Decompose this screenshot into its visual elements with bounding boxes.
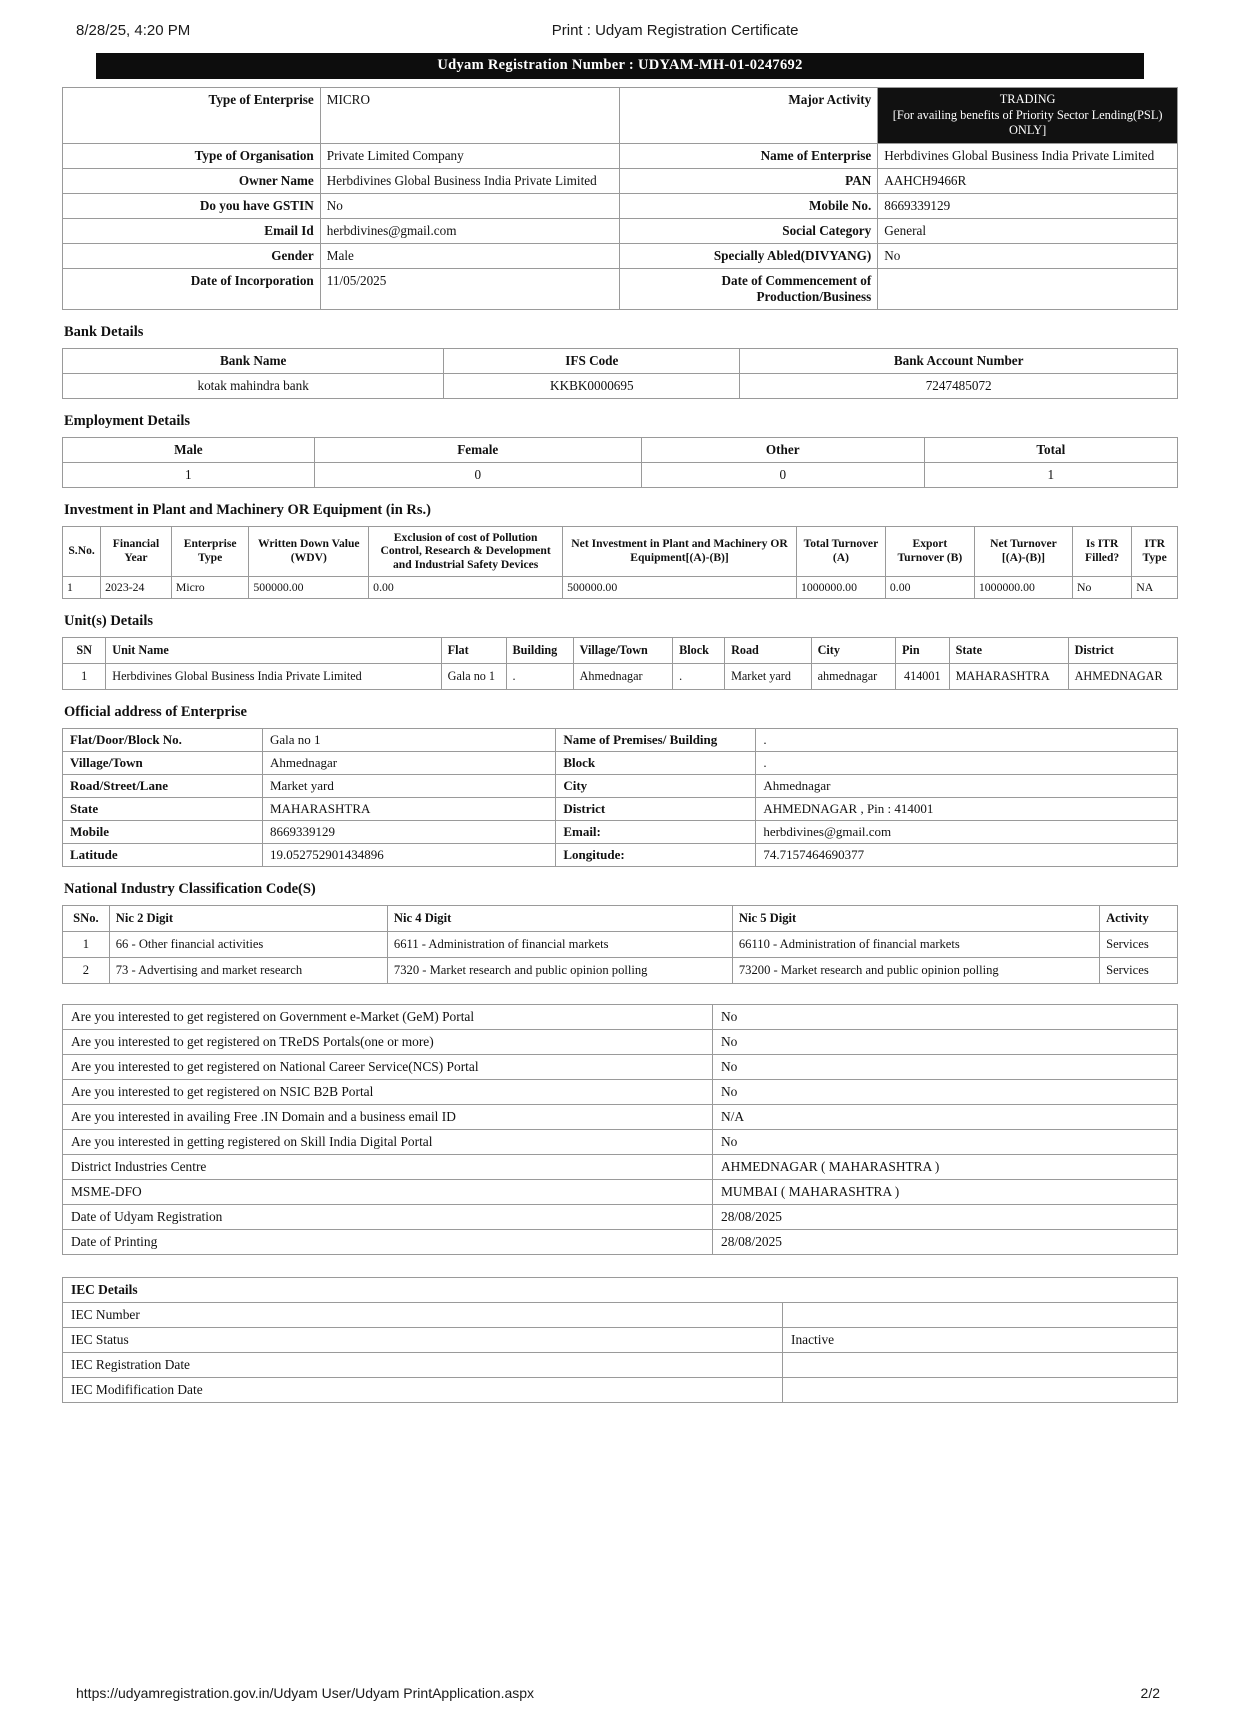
address-row (63, 751, 1178, 774)
employment-cell: 1 (63, 462, 315, 487)
employment-details-table (62, 437, 1178, 488)
main-details-table (62, 87, 1178, 310)
detail-label: Date of Incorporation (63, 268, 321, 309)
unit-column-header: Unit Name (106, 637, 441, 663)
address-label: Mobile (63, 820, 263, 843)
employment-cell: 0 (641, 462, 924, 487)
unit-cell: Gala no 1 (441, 663, 506, 689)
nic-cell: Services (1100, 931, 1178, 957)
question-row (63, 1054, 1178, 1079)
address-value: MAHARASHTRA (263, 797, 556, 820)
detail-label: Gender (63, 243, 321, 268)
employment-column-header: Female (314, 437, 641, 462)
question-row (63, 1154, 1178, 1179)
iec-row (63, 1377, 1178, 1402)
investment-cell: No (1072, 576, 1131, 598)
unit-column-header: Road (725, 637, 812, 663)
address-row (63, 774, 1178, 797)
nic-codes-heading: National Industry Classification Code(S) (64, 880, 316, 897)
iec-value (783, 1352, 1178, 1377)
unit-column-header: City (811, 637, 895, 663)
question-row (63, 1129, 1178, 1154)
address-value: 74.7157464690377 (756, 843, 1178, 866)
iec-row (63, 1302, 1178, 1327)
address-label: State (63, 797, 263, 820)
nic-cell: 7320 - Market research and public opinion polling (387, 957, 732, 983)
investment-column-header: Net Turnover [(A)-(B)] (974, 526, 1072, 576)
question-answer: No (713, 1129, 1178, 1154)
print-title: Print : Udyam Registration Certificate (551, 22, 799, 39)
investment-cell: 1 (63, 576, 101, 598)
employment-column-header: Male (63, 437, 315, 462)
detail-value: 8669339129 (878, 193, 1178, 218)
address-label: Longitude: (556, 843, 756, 866)
question-row (63, 1179, 1178, 1204)
address-label: Flat/Door/Block No. (63, 728, 263, 751)
bank-cell: kotak mahindra bank (63, 373, 444, 398)
detail-value: No (878, 243, 1178, 268)
employment-column-header: Other (641, 437, 924, 462)
address-row (63, 843, 1178, 866)
question-answer: MUMBAI ( MAHARASHTRA ) (713, 1179, 1178, 1204)
investment-heading: Investment in Plant and Machinery OR Equipment (in Rs.) (64, 501, 431, 518)
unit-column-header: Block (673, 637, 725, 663)
unit-details-row (63, 663, 1178, 689)
unit-column-header: District (1068, 637, 1177, 663)
question-row (63, 1029, 1178, 1054)
print-timestamp: 8/28/25, 4:20 PM (76, 22, 191, 39)
unit-cell: MAHARASHTRA (949, 663, 1068, 689)
question-row (63, 1204, 1178, 1229)
iec-row (63, 1352, 1178, 1377)
iec-value: Inactive (783, 1327, 1178, 1352)
investment-cell: 1000000.00 (796, 576, 885, 598)
investment-row (63, 576, 1178, 598)
address-value: Ahmednagar (263, 751, 556, 774)
nic-cell: 6611 - Administration of financial markets (387, 931, 732, 957)
investment-cell: 0.00 (885, 576, 974, 598)
question-row (63, 1079, 1178, 1104)
nic-cell: 1 (63, 931, 110, 957)
detail-label: Type of Enterprise (63, 88, 321, 144)
address-value: herbdivines@gmail.com (756, 820, 1178, 843)
iec-value (783, 1302, 1178, 1327)
investment-cell: 500000.00 (563, 576, 797, 598)
unit-cell: 1 (63, 663, 106, 689)
address-value: Ahmednagar (756, 774, 1178, 797)
nic-column-header: Nic 5 Digit (732, 905, 1099, 931)
question-answer: 28/08/2025 (713, 1204, 1178, 1229)
question-label: Are you interested to get registered on TReDS Portals(one or more) (63, 1029, 713, 1054)
detail-value: AAHCH9466R (878, 168, 1178, 193)
investment-table (62, 526, 1178, 599)
question-row (63, 1229, 1178, 1254)
question-answer: No (713, 1079, 1178, 1104)
address-value: Market yard (263, 774, 556, 797)
main-details-row (63, 193, 1178, 218)
iec-value (783, 1377, 1178, 1402)
unit-cell: . (673, 663, 725, 689)
bank-details-table (62, 348, 1178, 399)
address-label: Block (556, 751, 756, 774)
question-label: Date of Printing (63, 1229, 713, 1254)
bank-column-header: Bank Name (63, 348, 444, 373)
print-header-wrapper (62, 22, 1178, 39)
detail-value: Herbdivines Global Business India Private Limited (878, 143, 1178, 168)
nic-column-header: Nic 4 Digit (387, 905, 732, 931)
investment-column-header: Total Turnover (A) (796, 526, 885, 576)
address-value: . (756, 728, 1178, 751)
bank-details-heading: Bank Details (64, 323, 144, 340)
interest-questions-table (62, 1004, 1178, 1255)
unit-column-header: State (949, 637, 1068, 663)
unit-details-heading: Unit(s) Details (64, 612, 154, 629)
nic-cell: 73 - Advertising and market research (109, 957, 387, 983)
investment-cell: 0.00 (369, 576, 563, 598)
detail-label: Do you have GSTIN (63, 193, 321, 218)
employment-cell: 0 (314, 462, 641, 487)
detail-value: 11/05/2025 (320, 268, 620, 309)
bank-column-header: IFS Code (444, 348, 740, 373)
detail-label: Social Category (620, 218, 878, 243)
print-footer-page: 2/2 (1140, 1685, 1160, 1701)
investment-column-header: Net Investment in Plant and Machinery OR Equipment[(A)-(B)] (563, 526, 797, 576)
investment-column-header: Export Turnover (B) (885, 526, 974, 576)
question-answer: AHMEDNAGAR ( MAHARASHTRA ) (713, 1154, 1178, 1179)
unit-column-header: Flat (441, 637, 506, 663)
unit-cell: 414001 (895, 663, 949, 689)
investment-cell: 2023-24 (101, 576, 172, 598)
nic-cell: 73200 - Market research and public opinion polling (732, 957, 1099, 983)
address-label: Latitude (63, 843, 263, 866)
bank-column-header: Bank Account Number (740, 348, 1178, 373)
unit-column-header: Village/Town (573, 637, 673, 663)
investment-cell: 500000.00 (249, 576, 369, 598)
detail-value: TRADING [For availing benefits of Priority Sector Lending(PSL) ONLY] (878, 88, 1178, 144)
nic-cell: Services (1100, 957, 1178, 983)
nic-row (63, 931, 1178, 957)
address-label: Road/Street/Lane (63, 774, 263, 797)
question-label: MSME-DFO (63, 1179, 713, 1204)
address-value: . (756, 751, 1178, 774)
iec-label: IEC Status (63, 1327, 783, 1352)
main-details-row (63, 88, 1178, 144)
employment-row (63, 462, 1178, 487)
bank-details-row (63, 373, 1178, 398)
question-label: Are you interested to get registered on Government e-Market (GeM) Portal (63, 1004, 713, 1029)
detail-label: Type of Organisation (63, 143, 321, 168)
investment-column-header: Written Down Value (WDV) (249, 526, 369, 576)
print-header (62, 22, 1178, 39)
unit-column-header: SN (63, 637, 106, 663)
address-label: Name of Premises/ Building (556, 728, 756, 751)
investment-column-header: Financial Year (101, 526, 172, 576)
question-label: Are you interested in availing Free .IN Domain and a business email ID (63, 1104, 713, 1129)
detail-value: herbdivines@gmail.com (320, 218, 620, 243)
official-address-heading: Official address of Enterprise (64, 703, 247, 720)
detail-label: Specially Abled(DIVYANG) (620, 243, 878, 268)
main-details-row (63, 243, 1178, 268)
address-value: 8669339129 (263, 820, 556, 843)
question-answer: 28/08/2025 (713, 1229, 1178, 1254)
investment-column-header: Enterprise Type (171, 526, 249, 576)
detail-label: Date of Commencement of Production/Business (620, 268, 878, 309)
print-footer (62, 1685, 1178, 1701)
nic-column-header: SNo. (63, 905, 110, 931)
question-row (63, 1004, 1178, 1029)
iec-row (63, 1327, 1178, 1352)
address-value: 19.052752901434896 (263, 843, 556, 866)
nic-cell: 66 - Other financial activities (109, 931, 387, 957)
question-answer: No (713, 1004, 1178, 1029)
investment-cell: 1000000.00 (974, 576, 1072, 598)
unit-cell: ahmednagar (811, 663, 895, 689)
detail-label: Major Activity (620, 88, 878, 144)
address-row (63, 797, 1178, 820)
question-label: Are you interested to get registered on NSIC B2B Portal (63, 1079, 713, 1104)
iec-heading-row (63, 1277, 1178, 1302)
detail-label: Owner Name (63, 168, 321, 193)
question-answer: No (713, 1054, 1178, 1079)
address-row (63, 820, 1178, 843)
iec-heading: IEC Details (63, 1277, 1178, 1302)
bank-cell: KKBK0000695 (444, 373, 740, 398)
unit-cell: AHMEDNAGAR (1068, 663, 1177, 689)
detail-label: Mobile No. (620, 193, 878, 218)
iec-label: IEC Modifification Date (63, 1377, 783, 1402)
unit-column-header: Pin (895, 637, 949, 663)
address-label: District (556, 797, 756, 820)
udyam-registration-number-bar: Udyam Registration Number : UDYAM-MH-01-0247692 (96, 53, 1144, 79)
detail-value: MICRO (320, 88, 620, 144)
detail-value: Male (320, 243, 620, 268)
unit-details-table (62, 637, 1178, 690)
detail-value: General (878, 218, 1178, 243)
question-label: Are you interested to get registered on National Career Service(NCS) Portal (63, 1054, 713, 1079)
unit-column-header: Building (506, 637, 573, 663)
unit-cell: Ahmednagar (573, 663, 673, 689)
iec-label: IEC Number (63, 1302, 783, 1327)
detail-value (878, 268, 1178, 309)
main-details-row (63, 218, 1178, 243)
detail-label: Email Id (63, 218, 321, 243)
detail-label: Name of Enterprise (620, 143, 878, 168)
iec-label: IEC Registration Date (63, 1352, 783, 1377)
address-label: City (556, 774, 756, 797)
investment-column-header: S.No. (63, 526, 101, 576)
main-details-row (63, 168, 1178, 193)
investment-cell: Micro (171, 576, 249, 598)
question-answer: N/A (713, 1104, 1178, 1129)
question-label: District Industries Centre (63, 1154, 713, 1179)
address-label: Email: (556, 820, 756, 843)
bank-cell: 7247485072 (740, 373, 1178, 398)
main-details-row (63, 143, 1178, 168)
address-value: AHMEDNAGAR , Pin : 414001 (756, 797, 1178, 820)
nic-cell: 66110 - Administration of financial markets (732, 931, 1099, 957)
employment-cell: 1 (924, 462, 1177, 487)
question-answer: No (713, 1029, 1178, 1054)
unit-cell: Market yard (725, 663, 812, 689)
question-label: Are you interested in getting registered on Skill India Digital Portal (63, 1129, 713, 1154)
detail-value: Private Limited Company (320, 143, 620, 168)
unit-cell: Herbdivines Global Business India Private Limited (106, 663, 441, 689)
investment-column-header: ITR Type (1132, 526, 1178, 576)
address-label: Village/Town (63, 751, 263, 774)
investment-column-header: Exclusion of cost of Pollution Control, Research & Development and Industrial Safety Devices (369, 526, 563, 576)
detail-value: No (320, 193, 620, 218)
detail-value: Herbdivines Global Business India Private Limited (320, 168, 620, 193)
detail-label: PAN (620, 168, 878, 193)
employment-details-heading: Employment Details (64, 412, 191, 429)
official-address-table (62, 728, 1178, 867)
question-label: Date of Udyam Registration (63, 1204, 713, 1229)
print-footer-url: https://udyamregistration.gov.in/Udyam User/Udyam PrintApplication.aspx (76, 1685, 535, 1701)
investment-column-header: Is ITR Filled? (1072, 526, 1131, 576)
nic-row (63, 957, 1178, 983)
nic-column-header: Nic 2 Digit (109, 905, 387, 931)
nic-codes-table (62, 905, 1178, 984)
address-row (63, 728, 1178, 751)
investment-cell: NA (1132, 576, 1178, 598)
nic-column-header: Activity (1100, 905, 1178, 931)
question-row (63, 1104, 1178, 1129)
unit-cell: . (506, 663, 573, 689)
iec-details-table (62, 1277, 1178, 1403)
main-details-row (63, 268, 1178, 309)
address-value: Gala no 1 (263, 728, 556, 751)
nic-cell: 2 (63, 957, 110, 983)
employment-column-header: Total (924, 437, 1177, 462)
